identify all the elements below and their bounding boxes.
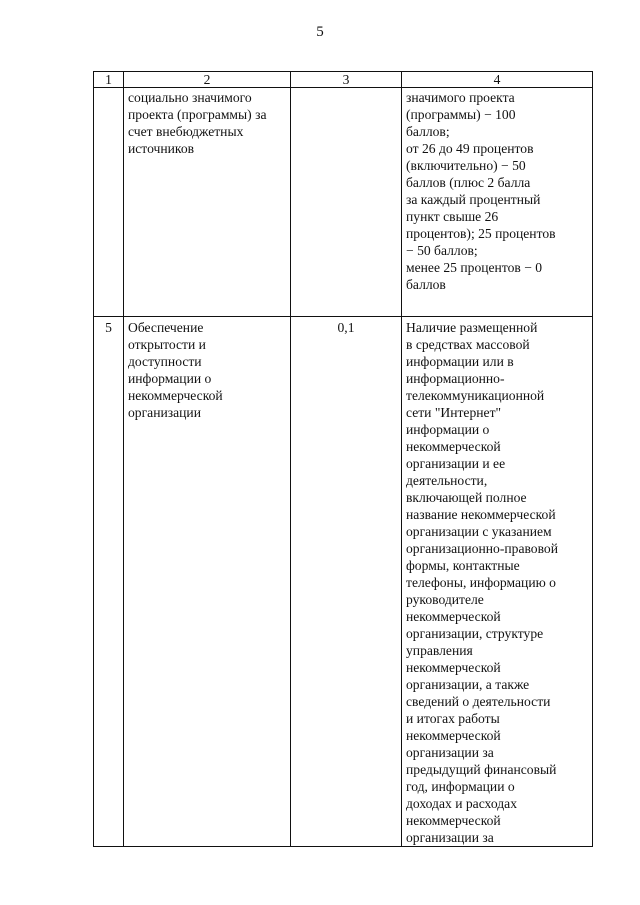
text-line: от 26 до 49 процентов xyxy=(406,141,534,156)
text-line: источников xyxy=(128,141,195,156)
text-line: пункт свыше 26 xyxy=(406,209,499,224)
text-line: счет внебюджетных xyxy=(128,124,244,139)
table-row xyxy=(94,317,593,847)
text-line: организации и ее xyxy=(406,456,506,471)
text-line: телефоны, информацию о xyxy=(406,575,556,590)
text-line: доходах и расходах xyxy=(406,796,517,811)
text-line: (включительно) − 50 xyxy=(406,158,526,173)
text-line: открытости и xyxy=(128,337,206,352)
text-line: руководителе xyxy=(406,592,484,607)
text-line: управления xyxy=(406,643,473,658)
text-line: год, информации о xyxy=(406,779,515,794)
text-line: некоммерческой xyxy=(406,813,501,828)
text-line: организации, а также xyxy=(406,677,530,692)
column-header-2: 2 xyxy=(124,72,291,88)
row-number-cell xyxy=(94,88,124,317)
text-line: формы, контактные xyxy=(406,558,520,573)
text-line: информации или в xyxy=(406,354,514,369)
column-header-4: 4 xyxy=(402,72,593,88)
text-line: некоммерческой xyxy=(406,660,501,675)
text-line: (программы) − 100 xyxy=(406,107,516,122)
text-line: в средствах массовой xyxy=(406,337,530,352)
weight-cell xyxy=(291,88,402,317)
weight-cell: 0,1 xyxy=(291,317,402,847)
text-line: название некоммерческой xyxy=(406,507,556,522)
text-line: некоммерческой xyxy=(406,609,501,624)
criterion-cell xyxy=(124,317,291,847)
table-row xyxy=(94,88,593,317)
text-line: телекоммуникационной xyxy=(406,388,545,403)
text-line: информационно- xyxy=(406,371,505,386)
page-number: 5 xyxy=(316,24,324,40)
text-line: сведений о деятельности xyxy=(406,694,551,709)
text-line: организационно-правовой xyxy=(406,541,559,556)
scoring-cell xyxy=(402,88,593,317)
text-line: сети "Интернет" xyxy=(406,405,502,420)
text-line: Наличие размещенной xyxy=(406,320,538,335)
text-line: некоммерческой xyxy=(406,728,501,743)
text-line: организации за xyxy=(406,745,494,760)
text-line: деятельности, xyxy=(406,473,488,488)
text-line: менее 25 процентов − 0 xyxy=(406,260,543,275)
text-line: некоммерческой xyxy=(128,388,223,403)
text-line: за каждый процентный xyxy=(406,192,541,207)
text-line: организации, структуре xyxy=(406,626,544,641)
text-line: некоммерческой xyxy=(406,439,501,454)
text-line: − 50 баллов; xyxy=(406,243,478,258)
text-line: доступности xyxy=(128,354,202,369)
text-line: баллов (плюс 2 балла xyxy=(406,175,531,190)
text-line: баллов; xyxy=(406,124,450,139)
text-line: включающей полное xyxy=(406,490,527,505)
text-line: и итогах работы xyxy=(406,711,500,726)
column-header-3: 3 xyxy=(291,72,402,88)
row-number-cell: 5 xyxy=(94,317,124,847)
text-line: информации о xyxy=(128,371,212,386)
text-line: социально значимого xyxy=(128,90,252,105)
scoring-cell xyxy=(402,317,593,847)
text-line: организации за xyxy=(406,830,494,845)
text-line: баллов xyxy=(406,277,446,292)
table-header-row xyxy=(94,72,593,88)
text-line: проекта (программы) за xyxy=(128,107,267,122)
criteria-table xyxy=(93,71,593,847)
text-line: информации о xyxy=(406,422,490,437)
text-line: значимого проекта xyxy=(406,90,515,105)
text-line: предыдущий финансовый xyxy=(406,762,557,777)
text-line: Обеспечение xyxy=(128,320,204,335)
text-line: процентов); 25 процентов xyxy=(406,226,556,241)
criterion-cell xyxy=(124,88,291,317)
text-line: организации с указанием xyxy=(406,524,552,539)
column-header-1: 1 xyxy=(94,72,124,88)
text-line: организации xyxy=(128,405,201,420)
